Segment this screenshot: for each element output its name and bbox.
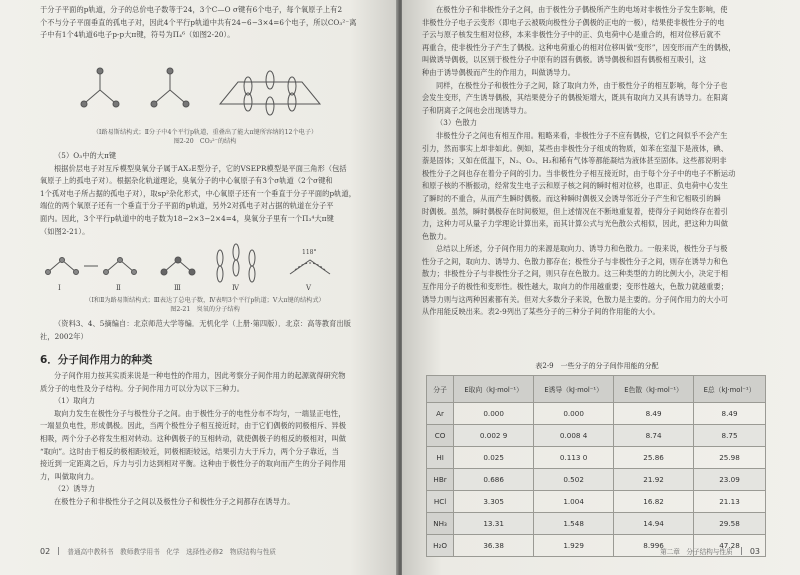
right-page-number: 03	[749, 547, 760, 556]
table-row: Ar 0.000 0.000 8.49 8.49	[427, 403, 766, 425]
table-row: HI 0.025 0.113 0 25.86 25.98	[427, 447, 766, 469]
right-page	[402, 0, 800, 575]
fig221-label-iii: Ⅲ	[174, 284, 181, 292]
table-header-cell: 分子	[427, 376, 454, 403]
right-footer	[660, 546, 760, 556]
table-header-cell: E色散（kJ·mol⁻¹）	[614, 376, 694, 403]
ozone-structure-v	[290, 260, 330, 274]
table-header-cell: E总（kJ·mol⁻¹）	[694, 376, 766, 403]
carbonate-lewis-structure-2	[151, 68, 189, 107]
table-header-cell: E诱导（kJ·mol⁻¹）	[534, 376, 614, 403]
section-intro: 分子间作用力按其实质来说是一种电性的作用力，因此考察分子间作用力的起源就得研究物 质分子的电性及分子结构。分子间作用力可以分为以下三种力。 （1）取向力 取向力发生在极性分子与极性分子之间。由于极性分子的电性分布不均匀，一端显正电性， 一端显负电性，形成偶极。因此，当两个极性分子相互接近时，由于它们偶极的同极相斥、异极 相吸，两个分子必将发生相对转动。这种偶极子的互相转动，就使偶极子的相反的极相对，叫做 “取向”。这时由于相反的极相距较近，同极相距较远，结果引力大于斥力，两个分子靠近，当 接近到一定距离之后，斥力与引力达到相对平衡。这种由于极性分子的取向而产生的分子间作用 力，叫做取向力。 （2）诱导力 在极性分子和非极性分子之间以及极性分子和极性分子之间都存在诱导力。	[40, 370, 385, 509]
fig221-label-i: Ⅰ	[58, 284, 61, 292]
right-footer-chapter: 第二章 分子结构与性质	[660, 548, 733, 556]
table-row: H₂O 36.38 1.929 8.996 47.28	[427, 535, 766, 557]
table-header-row	[427, 376, 766, 403]
ozone-heading: （5）O₃中的大π键	[54, 151, 117, 160]
ozone-structure-iii	[161, 257, 195, 275]
ozone-structure-ii	[104, 258, 137, 275]
fig221-angle: 118°	[302, 249, 317, 256]
fig221-label-iv: Ⅳ	[232, 284, 239, 292]
figure-2-20-caption: （Ⅰ路易斯结构式；Ⅱ分子中4个平行p轨道，重叠出了能大π键所容纳的12个电子） 图2-20 CO₃²⁻的结构	[92, 129, 318, 145]
table-header-cell: E取向（kJ·mol⁻¹）	[454, 376, 534, 403]
intro-paragraph: 于分子平面的p轨道，分子的总价电子数等于24，3个C—O σ键有6个电子，每个氧原子上有2 个不与分子平面垂直的孤电子对，因此4个平行p轨道中共有24−6−3×4=6个电子，所以CO₃²⁻离 子中有1个4轨道6电子p-p大π键，符号为Π₄⁶（如图2-20）。	[40, 5, 357, 40]
figure-2-21	[40, 240, 360, 295]
table-row: HBr 0.686 0.502 21.92 23.09	[427, 469, 766, 491]
section-heading: 6．分子间作用力的种类	[40, 354, 153, 366]
left-footer-title: 普通高中教科书 教师教学用书 化学 选择性必修2 物质结构与性质	[67, 548, 277, 556]
dispersion-force-heading: （3）色散力	[436, 118, 478, 128]
p-orbital-plane	[220, 71, 320, 115]
figure-2-21-caption: （Ⅰ和Ⅱ为路易斯结构式；Ⅲ表达了总电子数，Ⅳ表明3个平行p轨道；Ⅴ大π键的结构式） 图2-21 臭氧的分子结构	[85, 297, 325, 313]
induction-force-heading: （2）诱导力	[54, 484, 96, 494]
fig221-label-ii: Ⅱ	[116, 284, 121, 292]
table-row: NH₃ 13.31 1.548 14.94 29.58	[427, 513, 766, 535]
table-row: CO 0.002 9 0.008 4 8.74 8.75	[427, 425, 766, 447]
left-page-number: 02	[40, 547, 51, 556]
table-row: HCl 3.305 1.004 16.82 21.13	[427, 491, 766, 513]
left-page	[0, 0, 398, 575]
left-footer	[40, 546, 276, 556]
ozone-structure-iv	[217, 244, 255, 282]
fig221-label-v: Ⅴ	[306, 284, 312, 292]
ozone-structure-i	[46, 258, 79, 275]
reference-note: （资料3、4、5摘编自：北京师范大学等编．无机化学（上册·第四版）．北京：高等教育出版 社，2002年）	[40, 319, 352, 341]
figure-2-20	[70, 62, 330, 124]
orientation-force-heading: （1）取向力	[54, 396, 96, 406]
induction-paragraph: 在极性分子和非极性分子之间，由于极性分子偶极所产生的电场对非极性分子发生影响，使 非极性分子电子云变形（即电子云被吸向极性分子偶极的正电的一极），结果使非极性分子的电 子云与原子核发生相对位移，本来非极性分子中的正、负电荷中心是重合的，相对位移后就不 再重合，使非极性分子产生了偶极。这种电荷重心的相对位移叫做“变形”，因变形而产生的偶极， 叫做诱导偶极，以区别于极性分子中原有的固有偶极。诱导偶极和固有偶极相互吸引，这 种由于诱导偶极而产生的作用力，叫做诱导力。 同样，在极性分子和极性分子之间，除了取向力外，由于极性分子的相互影响，每个分子也 会发生变形，产生诱导偶极，其结果使分子的偶极矩增大，既具有取向力又具有诱导力。在阳离 子和阴离子之间也会出现诱导力。 （3）色散力 非极性分子之间也有相互作用。粗略来看，非极性分子不应有偶极，它们之间似乎不会产生 引力，然而事实上却非如此。例如，某些由非极性分子组成的物质，如苯在室温下是液体，碘、 萘是固体；又如在低温下，N₂、O₂、H₂和稀有气体等都能凝结为液体甚至固体。这些都说明非 极性分子之间也存在着分子间的引力。当非极性分子相互接近时，由于每个分子中的电子不断运动 和原子核的不断振动，经常发生电子云和原子核之间的瞬时相对位移，也即正、负电荷中心发生 了瞬时的不重合，从而产生瞬时偶极。而这种瞬时偶极又会诱导邻近分子产生和它相吸引的瞬 时偶极。虽然，瞬时偶极存在时间极短，但上述情况在不断地重复着，使得分子间始终存在着引 力，这种力可从量子力学理论计算出来，而其计算公式与光色散公式相似，因此，把这种力叫做 色散力。 总结以上所述，分子间作用力的来源是取向力、诱导力和色散力。一般来说，极性分子与极 性分子之间，取向力、诱导力、色散力都存在；极性分子与非极性分子之间，则存在诱导力和色 散力；非极性分子与非极性分子之间，则只存在色散力。这三种类型的力的比例大小，决定于相 互作用分子的极性和变形性。极性越大，取向力的作用越重要；变形性越大，色散力就越重要； 诱导力则与这两种因素都有关。但对大多数分子来说，色散力是主要的。分子间作用力的大小可 从作用能反映出来。表2-9列出了某些分子的三种分子间的作用能的大小。	[422, 4, 772, 319]
carbonate-lewis-structure	[81, 68, 119, 107]
table-2-9	[426, 375, 766, 557]
ozone-section: （5）O₃中的大π键 根据价层电子对互斥模型臭氧分子属于AX₂E型分子，它的VSEPR模型是平面三角形（包括 氧原子上的孤电子对）。根据杂化轨道理论，臭氧分子的中心氧原子有3个σ轨道（2个σ键和 1个孤对电子所占据的孤电子对），取sp²杂化形式，中心氧原子还有一个垂直于分子平面的p轨道， 端位的两个氧原子还有一个垂直于分子平面的p轨道，另外2对孤电子对占据的轨道在分子平 面内。因此，3个平行p轨道中的电子数为18−2×3−2×4=4，臭氧分子里有一个Π₃⁴大π键 （如图2-21）。	[40, 150, 385, 238]
table-2-9-title: 表2-9 一些分子的分子间作用能的分配	[535, 362, 659, 370]
